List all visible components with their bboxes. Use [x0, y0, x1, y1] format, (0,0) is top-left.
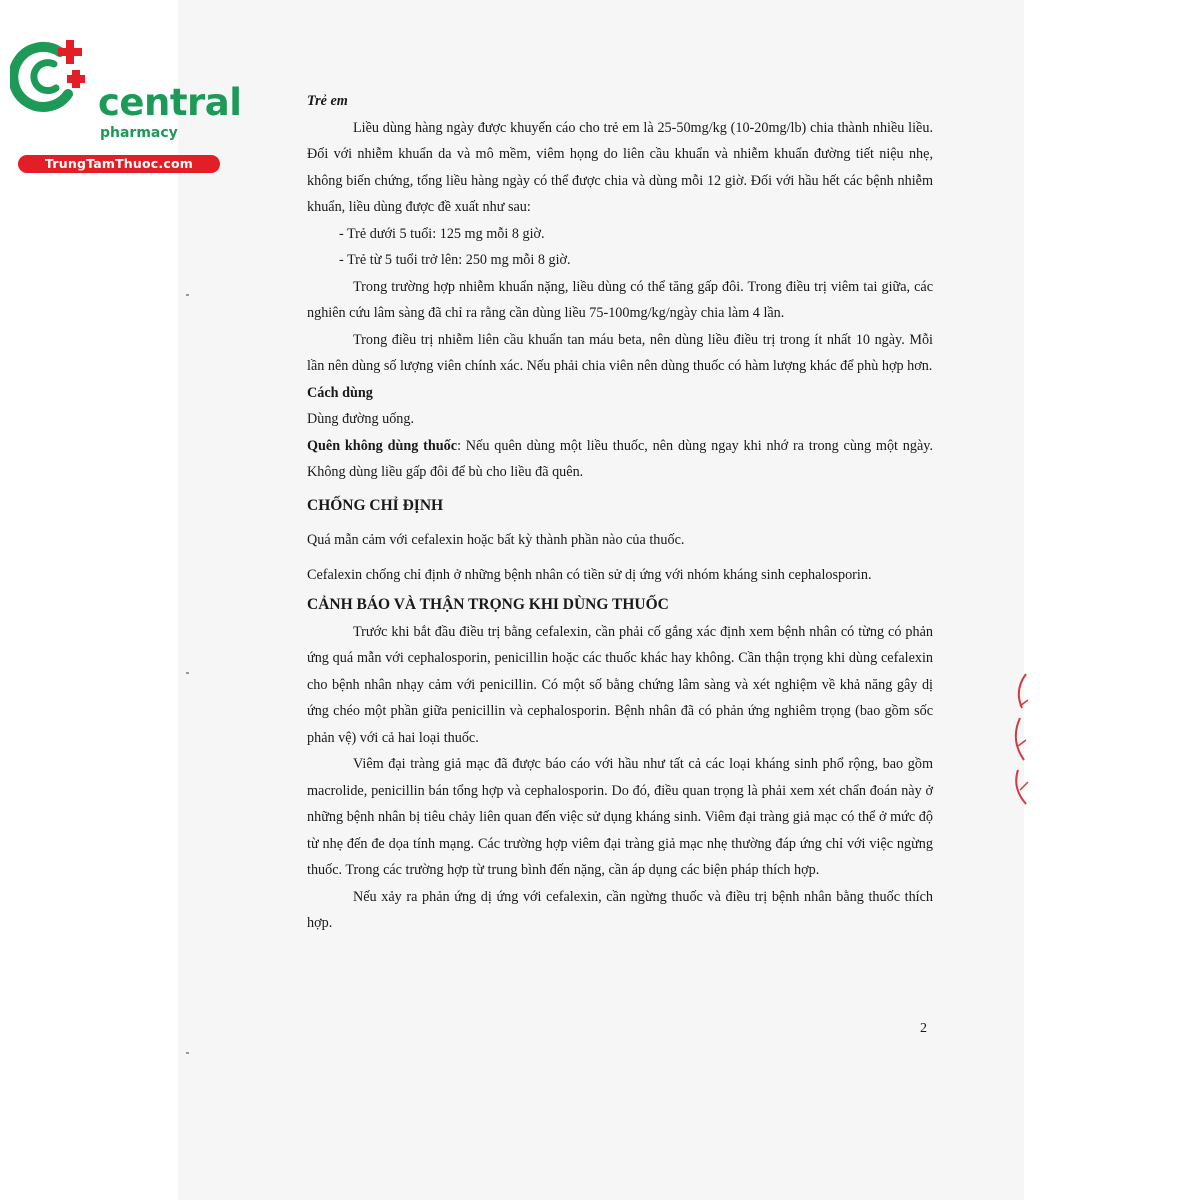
usage-heading: Cách dùng [307, 384, 373, 401]
warning-paragraph-1: Trước khi bắt đầu điều trị bằng cefalexin, cần phải cố gắng xác định xem bệnh nhân có từng có phản ứng quá mẫn với cephalosporin, penicillin hoặc các thuốc khác hay không. Cần thận trọng khi dùng cefalexin cho bệnh nhân nhạy cảm với penicillin. Có một số bằng chứng lâm sàng và xét nghiệm về khả năng gây dị ứng chéo một phần giữa penicillin và cephalosporin. Bệnh nhân đã có phản ứng nghiêm trọng (bao gồm sốc phản vệ) với cả hai loại thuốc. [307, 623, 933, 746]
page-number: 2 [920, 1021, 927, 1036]
contraindication-2: Cefalexin chống chỉ định ở những bệnh nhân có tiền sử dị ứng với nhóm kháng sinh cephalosporin. [307, 566, 872, 583]
scan-speck [186, 294, 189, 296]
red-stamp-edge [1006, 670, 1032, 810]
children-dosage-paragraph: Liều dùng hàng ngày được khuyến cáo cho trẻ em là 25-50mg/kg (10-20mg/lb) chia thành nhiều liều. Đối với nhiễm khuẩn da và mô mềm, viêm họng do liên cầu khuẩn và nhiễm khuẩn đường tiết niệu nhẹ, không biến chứng, tổng liều hàng ngày có thể được chia và dùng mỗi 12 giờ. Đối với hầu hết các bệnh nhiễm khuẩn, liều dùng được đề xuất như sau: [307, 119, 933, 215]
beta-hemolytic-paragraph: Trong điều trị nhiễm liên cầu khuẩn tan máu beta, nên dùng liều điều trị trong ít nhất 10 ngày. Mỗi lần nên dùng số lượng viên chính xác. Nếu phải chia viên nên dùng thuốc có hàm lượng khác để phù hợp hơn. [307, 331, 933, 374]
contraindications-heading: CHỐNG CHỈ ĐỊNH [307, 496, 444, 514]
warning-paragraph-3: Nếu xảy ra phản ứng dị ứng với cefalexin, cần ngừng thuốc và điều trị bệnh nhân bằng thuốc thích hợp. [307, 888, 933, 931]
dosage-bullet-5-and-over: - Trẻ từ 5 tuổi trở lên: 250 mg mỗi 8 giờ. [339, 252, 571, 268]
missed-dose-label: Quên không dùng thuốc [307, 437, 458, 454]
missed-dose-text: : Nếu quên dùng một liều thuốc, nên dùng ngay khi nhớ ra trong cùng một ngày. Không dùng liều gấp đôi để bù cho liều đã quên. [307, 437, 933, 480]
brand-url-badge[interactable]: TrungTamThuoc.com [18, 155, 220, 173]
central-pharmacy-logo[interactable] [10, 38, 242, 171]
missed-dose-paragraph [307, 433, 933, 486]
warning-paragraph-2: Viêm đại tràng giả mạc đã được báo cáo với hầu như tất cả các loại kháng sinh phổ rộng, bao gồm macrolide, penicillin bán tổng hợp và cephalosporin. Do đó, điều quan trọng là phải xem xét chẩn đoán này ở những bệnh nhân bị tiêu chảy liên quan đến việc sử dụng kháng sinh. Viêm đại tràng giả mạc có thể ở mức độ từ nhẹ đến đe dọa tính mạng. Các trường hợp viêm đại tràng giả mạc nhẹ thường đáp ứng chỉ với việc ngừng thuốc. Trong các trường hợp từ trung bình đến nặng, cần áp dụng các biện pháp thích hợp. [307, 756, 933, 878]
scan-speck [186, 672, 189, 674]
brand-tagline: pharmacy [100, 125, 178, 141]
dosage-bullet-under-5: - Trẻ dưới 5 tuổi: 125 mg mỗi 8 giờ. [339, 225, 545, 242]
warnings-heading: CẢNH BÁO VÀ THẬN TRỌNG KHI DÙNG THUỐC [307, 596, 669, 613]
severe-infection-paragraph: Trong trường hợp nhiễm khuẩn nặng, liều dùng có thể tăng gấp đôi. Trong điều trị viêm tai giữa, các nghiên cứu lâm sàng đã chỉ ra rằng cần dùng liều 75-100mg/kg/ngày chia làm 4 lần. [307, 278, 933, 321]
pharmacy-cross-logo-icon [10, 38, 90, 112]
children-heading: Trẻ em [307, 93, 348, 109]
document-body [307, 88, 933, 937]
contraindication-1: Quá mẫn cảm với cefalexin hoặc bất kỳ thành phần nào của thuốc. [307, 532, 685, 548]
scan-speck [186, 1052, 189, 1054]
usage-text: Dùng đường uống. [307, 411, 415, 427]
brand-name: central [98, 81, 242, 124]
